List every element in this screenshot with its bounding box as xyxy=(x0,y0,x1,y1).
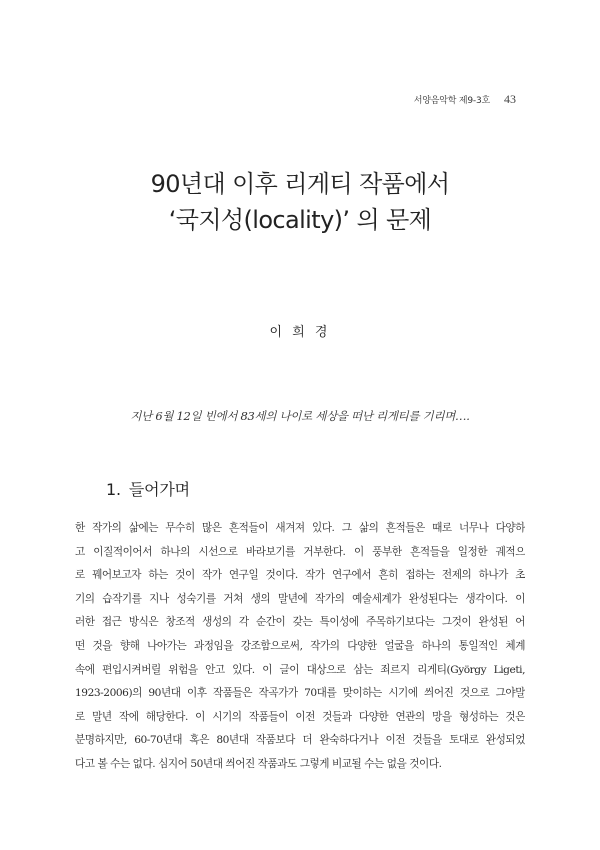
section-heading xyxy=(106,477,190,500)
article-title-line-2: ‘국지성(locality)’ 의 문제 xyxy=(168,206,432,234)
dedication-epigraph: 지난 6월 12일 빈에서 83세의 나이로 세상을 떠난 리게티를 기리며…. xyxy=(130,409,470,423)
body-line: 속에 편입시켜버릴 위험을 안고 있다. 이 글이 대상으로 삼는 죄르지 리게티(György Ligeti, xyxy=(75,663,525,676)
body-line: 로 말년 작에 해당한다. 이 시기의 작품들이 이전 것들과 다양한 연관의 망을 형성하는 것은 xyxy=(75,710,525,723)
running-header xyxy=(414,92,516,107)
body-line: 고 이질적이어서 하나의 시선으로 바라보기를 거부한다. 이 풍부한 흔적들을 일정한 궤적으 xyxy=(75,545,525,558)
body-line: 로 꿰어보고자 하는 것이 작가 연구일 것이다. 작가 연구에서 흔히 접하는 전제의 하나가 초 xyxy=(75,569,525,582)
body-line: 떤 것을 향해 나아가는 과정임을 강조함으로써, 작가의 다양한 얼굴을 하나의 통일적인 체계 xyxy=(75,639,525,652)
body-paragraph xyxy=(75,517,525,777)
section-number: 1. xyxy=(106,480,121,499)
section-title: 들어가며 xyxy=(128,480,190,499)
body-line: 분명하지만, 60-70년대 혹은 80년대 작품보다 더 완숙하다거나 이전 것들을 토대로 완성되었 xyxy=(75,734,525,747)
author-name: 이 희 경 xyxy=(269,325,331,340)
article-title-line-1: 90년대 이후 리게티 작품에서 xyxy=(150,170,450,198)
body-line: 러한 접근 방식은 창조적 생성의 각 순간이 갖는 특이성에 주목하기보다는 그것이 완성된 어 xyxy=(75,616,525,629)
body-line: 기의 습작기를 지나 성숙기를 거쳐 생의 말년에 작가의 예술세계가 완성된다는 생각이다. 이 xyxy=(75,592,525,605)
body-line: 다고 볼 수는 없다. 심지어 50년대 씌어진 작품과도 그렇게 비교될 수는 없을 것이다. xyxy=(75,757,442,770)
body-line: 1923-2006)의 90년대 이후 작품들은 작곡가가 70대를 맞이하는 시기에 씌어진 것으로 그야말 xyxy=(75,687,525,700)
page-number: 43 xyxy=(504,92,516,106)
article-title xyxy=(0,166,600,238)
body-line: 한 작가의 삶에는 무수히 많은 흔적들이 새겨져 있다. 그 삶의 흔적들은 때로 너무나 다양하 xyxy=(75,522,525,534)
journal-name: 서양음악학 제9-3호 xyxy=(413,96,490,106)
